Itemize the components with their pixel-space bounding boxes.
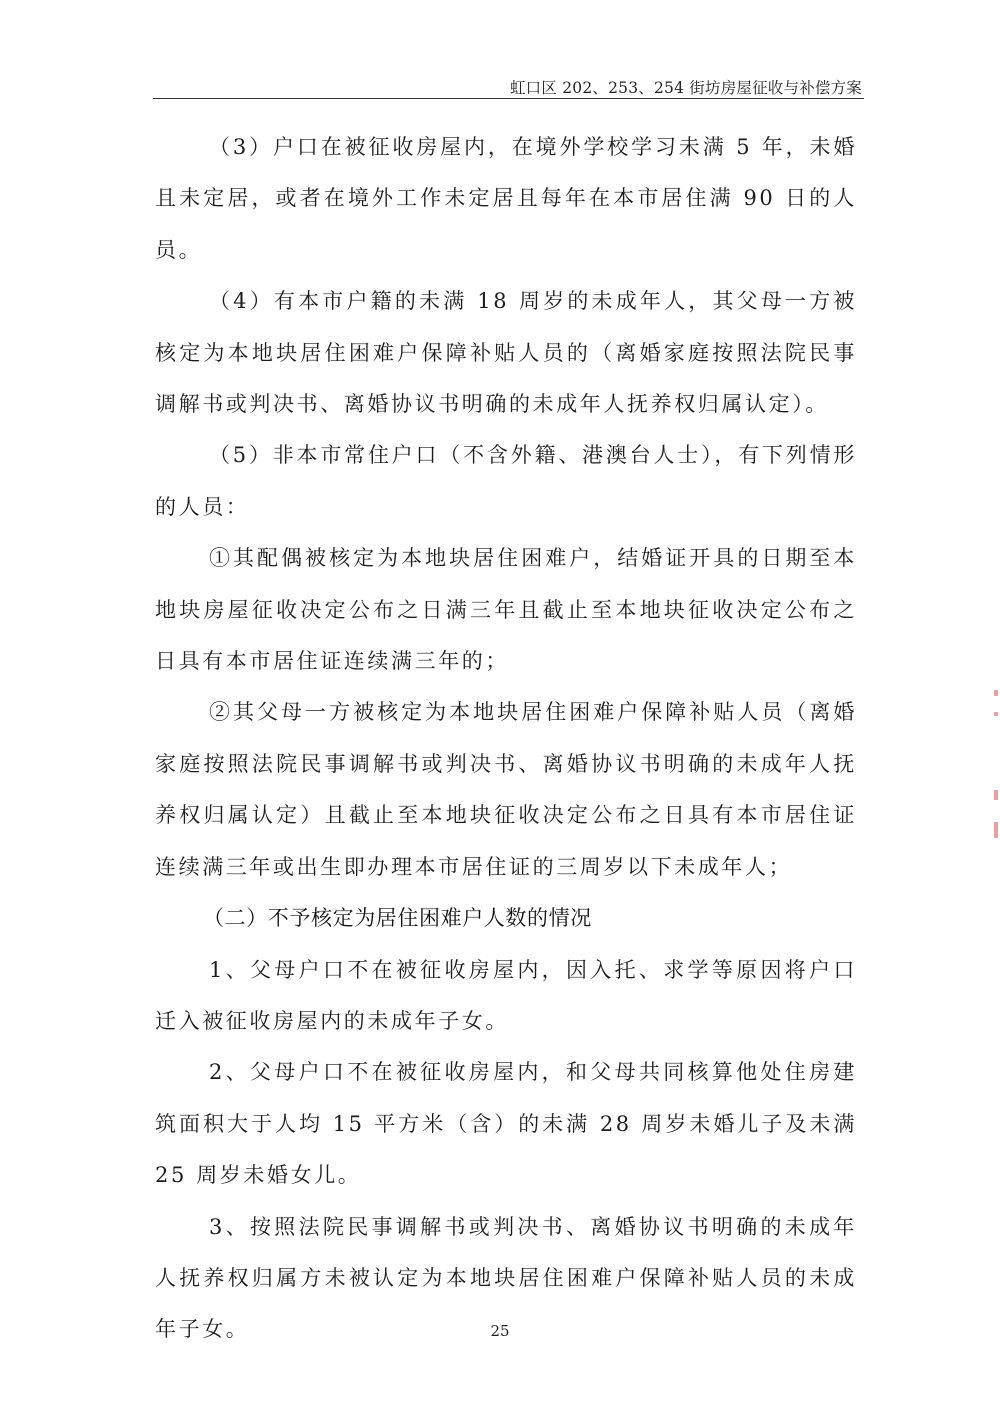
paragraph-subitem-2: ②其父母一方被核定为本地块居住困难户保障补贴人员（离婚家庭按照法院民事调解书或判决书、离婚协议书明确的未成年人抚养权归属认定）且截止至本地块征收决定公布之日具有本市居住证连续满三年或出生即办理本市居住证的三周岁以下未成年人；	[155, 700, 857, 879]
list-item-3: 3、按照法院民事调解书或判决书、离婚协议书明确的未成年人抚养权归属方未被认定为本地块居住困难户保障补贴人员的未成年子女。	[155, 1214, 857, 1342]
paragraph-item-4: （4）有本市户籍的未满 18 周岁的未成年人，其父母一方被核定为本地块居住困难户保障补贴人员的（离婚家庭按照法院民事调解书或判决书、离婚协议书明确的未成年人抚养权归属认定）。	[155, 289, 857, 417]
page-number: 25	[490, 1322, 510, 1340]
scan-edge-mark	[994, 712, 998, 716]
paragraph-item-5: （5）非本市常住户口（不含外籍、港澳台人士），有下列情形的人员：	[155, 443, 857, 519]
header-divider	[153, 98, 864, 99]
list-item-1: 1、父母户口不在被征收房屋内，因入托、求学等原因将户口迁入被征收房屋内的未成年子女。	[155, 957, 857, 1033]
paragraph-subitem-1: ①其配偶被核定为本地块居住困难户，结婚证开具的日期至本地块房屋征收决定公布之日满三年且截止至本地块征收决定公布之日具有本市居住证连续满三年的；	[155, 546, 857, 674]
scan-edge-mark	[994, 822, 998, 838]
scan-edge-mark	[994, 790, 998, 800]
document-body	[155, 122, 857, 1356]
paragraph-item-3: （3）户口在被征收房屋内，在境外学校学习未满 5 年，未婚且未定居，或者在境外工作未定居且每年在本市居住满 90 日的人员。	[155, 135, 857, 262]
section-heading: （二）不予核定为居住困难户人数的情况	[203, 906, 592, 931]
scan-edge-mark	[994, 690, 998, 696]
list-item-2: 2、父母户口不在被征收房屋内，和父母共同核算他处住房建筑面积大于人均 15 平方米（含）的未满 28 周岁未婚儿子及未满 25 周岁未婚女儿。	[155, 1060, 857, 1188]
running-header: 虹口区 202、253、254 街坊房屋征收与补偿方案	[509, 79, 862, 97]
